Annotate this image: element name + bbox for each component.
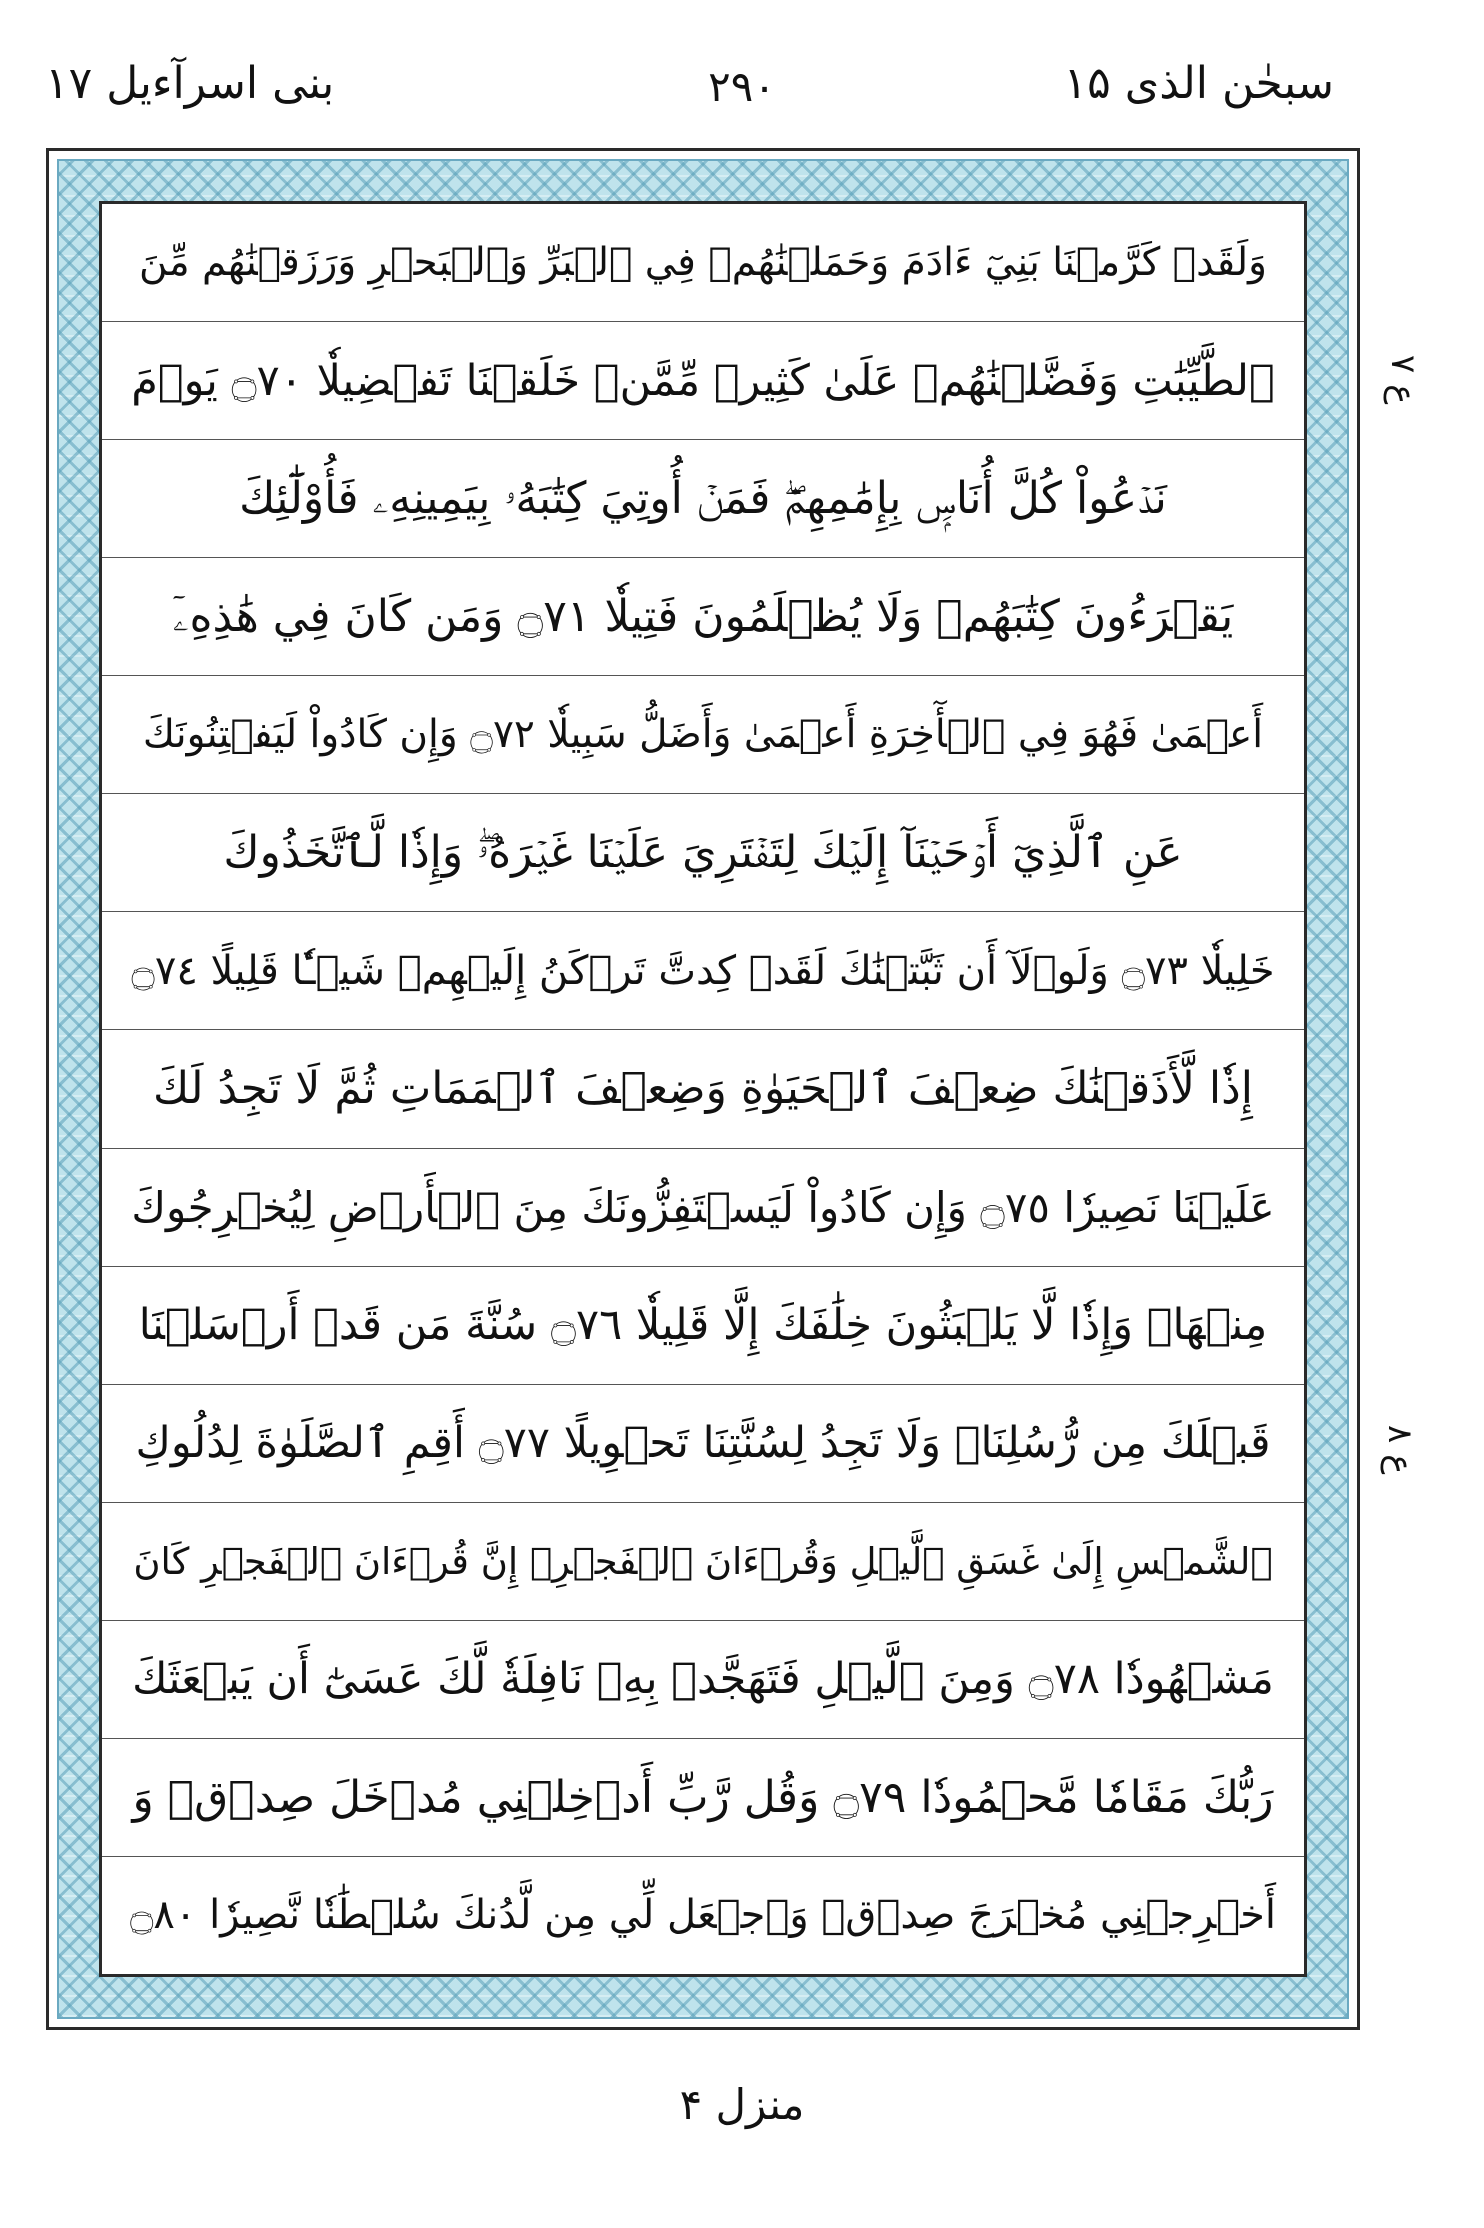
verse-line-10: مِنۡهَاۖ وَإِذٗا لَّا يَلۡبَثُونَ خِلَٰفَكَ إِلَّا قَلِيلٗا ۝٧٦ سُنَّةَ مَن قَدۡ أَرۡسَلۡنَا — [102, 1267, 1304, 1385]
verse-line-5: أَعۡمَىٰ فَهُوَ فِي ٱلۡأٓخِرَةِ أَعۡمَىٰ وَأَضَلُّ سَبِيلٗا ۝٧٢ وَإِن كَادُواْ لَيَفۡتِنُونَكَ — [102, 676, 1304, 794]
header-surah-title: بنی اسرآءیل ۱۷ — [45, 58, 335, 109]
manzil-footer: منزل ۴ — [679, 2080, 805, 2129]
verse-line-7: خَلِيلٗا ۝٧٣ وَلَوۡلَآ أَن ثَبَّتۡنَٰكَ لَقَدۡ كِدتَّ تَرۡكَنُ إِلَيۡهِمۡ شَيۡـٔٗا قَلِيلًا ۝٧٤ — [102, 912, 1304, 1030]
verse-line-8: إِذٗا لَّأَذَقۡنَٰكَ ضِعۡفَ ٱلۡحَيَوٰةِ وَضِعۡفَ ٱلۡمَمَاتِ ثُمَّ لَا تَجِدُ لَكَ — [102, 1030, 1304, 1148]
verse-line-14: رَبُّكَ مَقَامٗا مَّحۡمُودٗا ۝٧٩ وَقُل رَّبِّ أَدۡخِلۡنِي مُدۡخَلَ صِدۡقٖ وَ — [102, 1739, 1304, 1857]
verse-line-2: ٱلطَّيِّبَٰتِ وَفَضَّلۡنَٰهُمۡ عَلَىٰ كَثِيرٖ مِّمَّنۡ خَلَقۡنَا تَفۡضِيلٗا ۝٧٠ يَوۡمَ — [102, 322, 1304, 440]
verse-line-4: يَقۡرَءُونَ كِتَٰبَهُمۡ وَلَا يُظۡلَمُونَ فَتِيلٗا ۝٧١ وَمَن كَانَ فِي هَٰذِهِۦٓ — [102, 558, 1304, 676]
text-panel — [99, 201, 1307, 1977]
verse-line-9: عَلَيۡنَا نَصِيرٗا ۝٧٥ وَإِن كَادُواْ لَيَسۡتَفِزُّونَكَ مِنَ ٱلۡأَرۡضِ لِيُخۡرِجُوكَ — [102, 1149, 1304, 1267]
page-frame — [46, 148, 1360, 2030]
verse-line-15: أَخۡرِجۡنِي مُخۡرَجَ صِدۡقٖ وَٱجۡعَل لِّي مِن لَّدُنكَ سُلۡطَٰنٗا نَّصِيرٗا ۝٨٠ — [129, 1892, 1276, 1939]
verse-line-6: عَنِ ٱلَّذِيٓ أَوۡحَيۡنَآ إِلَيۡكَ لِتَفۡتَرِيَ عَلَيۡنَا غَيۡرَهُۥۖ وَإِذٗا لَّٱتَّخَذُوكَ — [102, 794, 1304, 912]
verse-line-12: ٱلشَّمۡسِ إِلَىٰ غَسَقِ ٱلَّيۡلِ وَقُرۡءَانَ ٱلۡفَجۡرِۖ إِنَّ قُرۡءَانَ ٱلۡفَجۡرِ كَانَ — [102, 1503, 1304, 1621]
verse-lines — [102, 204, 1304, 1974]
header-juz-title: سبحٰن الذی ۱۵ — [1063, 58, 1334, 109]
verse-line-3: نَدۡعُواْ كُلَّ أُنَاسِۭ بِإِمَٰمِهِمۡۖ فَمَنۡ أُوتِيَ كِتَٰبَهُۥ بِيَمِينِهِۦ فَأُوْلَٰٓئِكَ — [102, 440, 1304, 558]
verse-line-13: مَشۡهُودٗا ۝٧٨ وَمِنَ ٱلَّيۡلِ فَتَهَجَّدۡ بِهِۦ نَافِلَةٗ لَّكَ عَسَىٰٓ أَن يَبۡعَثَكَ — [102, 1621, 1304, 1739]
ruku-marker-1: ع ۷ — [1383, 355, 1423, 405]
verse-line-11: قَبۡلَكَ مِن رُّسُلِنَاۖ وَلَا تَجِدُ لِسُنَّتِنَا تَحۡوِيلًا ۝٧٧ أَقِمِ ٱلصَّلَوٰةَ لِدُلُوكِ — [102, 1385, 1304, 1503]
page-number: ۲۹۰ — [708, 62, 776, 111]
ruku-marker-2: ع ۸ — [1380, 1425, 1420, 1475]
verse-line-1: وَلَقَدۡ كَرَّمۡنَا بَنِيٓ ءَادَمَ وَحَمَلۡنَٰهُمۡ فِي ٱلۡبَرِّ وَٱلۡبَحۡرِ وَرَزَقۡنَٰهُم مِّنَ — [102, 204, 1304, 322]
